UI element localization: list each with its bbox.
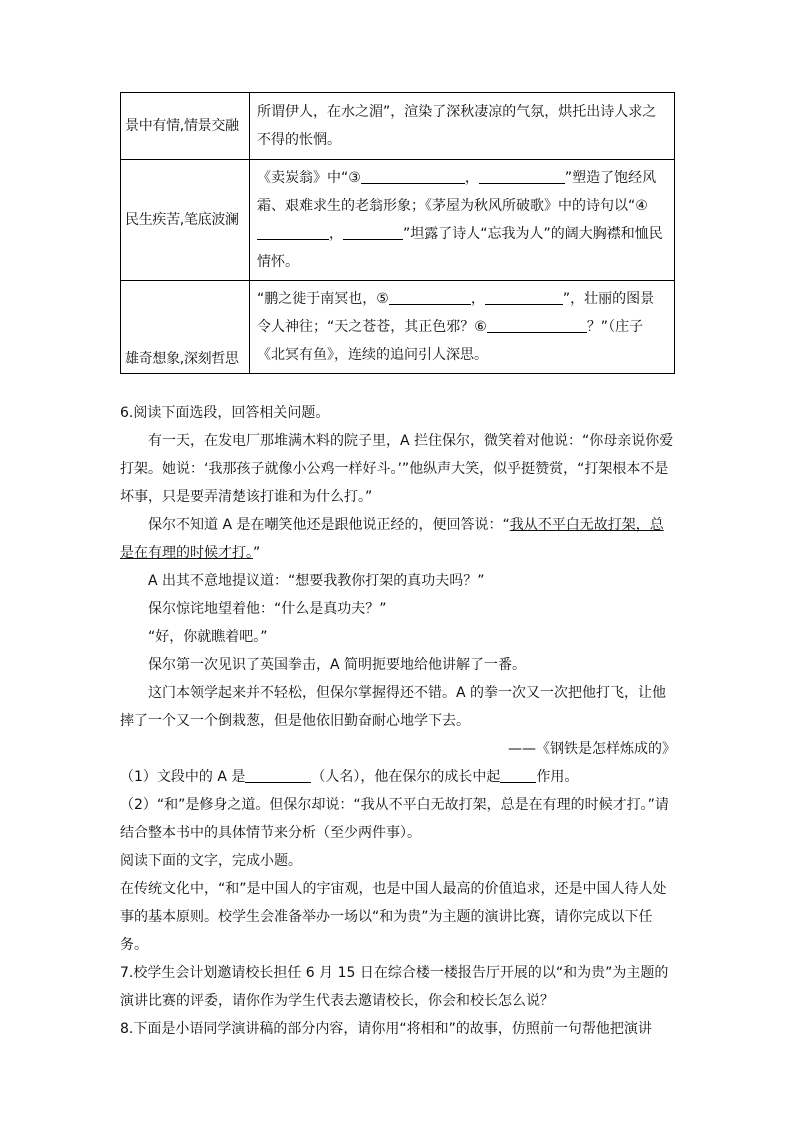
sub-question-1	[120, 763, 676, 791]
reading-instruction: 阅读下面的文字，完成小题。	[120, 853, 302, 869]
question-text: 作用。	[536, 769, 579, 785]
question-text: （人名），他在保尔的成长中起	[311, 769, 501, 785]
passage-text: ”	[253, 545, 261, 561]
cell-text: ，	[464, 170, 479, 186]
passage-source: ——《钢铁是怎样炼成的》	[508, 741, 676, 757]
passage-paragraph	[120, 511, 676, 567]
content-cell	[250, 160, 675, 281]
passage-text: 保尔不知道 A 是在嘲笑他还是跟他说正经的，便回答说：“	[148, 517, 510, 533]
cell-text: ，	[329, 226, 343, 242]
answer-blank-3a[interactable]	[361, 167, 465, 184]
content-cell: 所谓伊人，在水之湄”，渲染了深秋凄凉的气氛，烘托出诗人求之不得的怅惘。	[250, 93, 675, 160]
answer-blank-6[interactable]	[487, 316, 587, 333]
passage-paragraph: A 出其不意地提议道：“想要我教你打架的真功夫吗？”	[148, 573, 485, 589]
question-6-title: 6.阅读下面选段，回答相关问题。	[120, 405, 330, 421]
theme-cell: 雄奇想象,深刻哲思	[121, 281, 250, 374]
theme-cell: 民生疾苦,笔底波澜	[121, 160, 250, 281]
question-8: 8.下面是小语同学演讲稿的部分内容，请你用“将相和”的故事，仿照前一句帮他把演讲	[120, 1021, 652, 1037]
reading-intro: 在传统文化中，“和”是中国人的宇宙观，也是中国人最高的价值追求，还是中国人待人处事的基本原则。校学生会准备举办一场以“和为贵”为主题的演讲比赛，请你完成以下任务。	[120, 881, 667, 953]
cell-text: 《卖炭翁》中“③	[257, 170, 361, 186]
passage-paragraph: 保尔第一次见识了英国拳击，A 简明扼要地给他讲解了一番。	[148, 657, 527, 673]
answer-blank-4b[interactable]	[343, 223, 403, 240]
sub-question-2: （2）“和”是修身之道。但保尔却说：“我从不平白无故打架，总是在有理的时候才打。”请结合整本书中的具体情节来分析（至少两件事）。	[120, 797, 669, 841]
passage-paragraph: 有一天，在发电厂那堆满木料的院子里，A 拦住保尔，微笑着对他说：“你母亲说你爱打架。她说：‘我那孩子就像小公鸡一样好斗。’”他纵声大笑，似乎挺赞赏，“打架根本不是坏事，只是要弄清楚该打谁和为什么打。”	[120, 433, 674, 505]
answer-blank-role[interactable]	[500, 766, 536, 783]
theme-cell: 景中有情,情景交融	[121, 93, 250, 160]
question-text: （1）文段中的 A 是	[120, 769, 246, 785]
question-7: 7.校学生会计划邀请校长担任 6 月 15 日在综合楼一楼报告厅开展的以“和为贵”为主题的演讲比赛的评委，请你作为学生代表去邀请校长，你会和校长怎么说？	[120, 965, 669, 1009]
table-row	[121, 160, 675, 281]
cell-text: ”，壮丽的图景令人神往；“天之苍苍，其正色邪？⑥	[257, 291, 655, 335]
cell-text: ”塑造了饱经风霜、艰难求生的老翁形象；《茅屋为秋风所破歌》中的诗句以“④	[257, 170, 657, 214]
content-cell	[250, 281, 675, 374]
answer-blank-3b[interactable]	[479, 167, 565, 184]
table-row	[121, 93, 675, 160]
answer-blank-5b[interactable]	[485, 288, 563, 305]
cell-text: ？”（庄子《北冥有鱼》，连续的追问引人深思。	[257, 319, 644, 363]
answer-blank-4a[interactable]	[257, 223, 329, 240]
cell-text: ”坦露了诗人“忘我为人”的阔大胸襟和恤民情怀。	[257, 226, 663, 270]
answer-blank-5a[interactable]	[389, 288, 471, 305]
underlined-quote: 我从不平白无故打架，总是在有理的时候才打。	[120, 517, 664, 561]
passage-paragraph: “好，你就瞧着吧。”	[148, 629, 268, 645]
cell-text: “鹏之徙于南冥也，⑤	[257, 291, 389, 307]
poetry-table	[120, 92, 675, 374]
passage-paragraph: 这门本领学起来并不轻松，但保尔掌握得还不错。A 的拳一次又一次把他打飞，让他摔了一个又一个倒栽葱，但是他依旧勤奋耐心地学下去。	[120, 685, 667, 729]
answer-blank-name[interactable]	[245, 766, 311, 783]
table-row	[121, 281, 675, 374]
cell-text: ，	[470, 291, 485, 307]
passage-paragraph: 保尔惊诧地望着他：“什么是真功夫？”	[148, 601, 387, 617]
